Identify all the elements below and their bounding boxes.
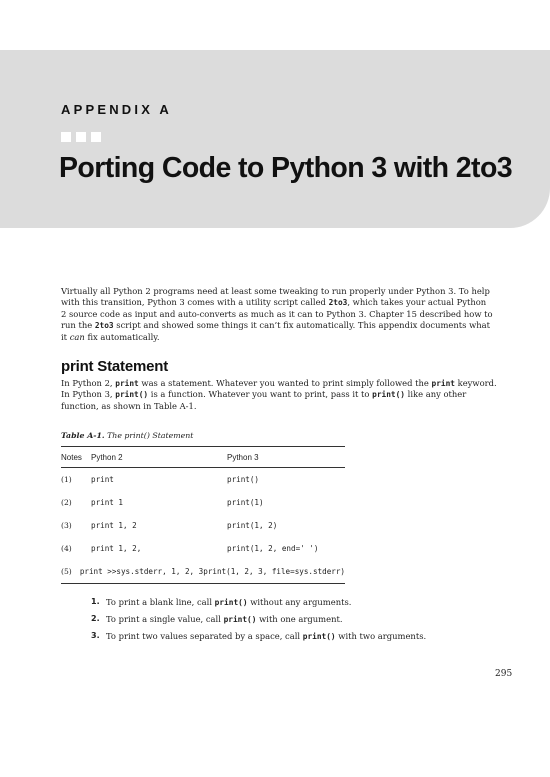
cell-python2: print 1, 2 (91, 521, 137, 530)
list-item (91, 614, 511, 631)
section-heading: print Statement (61, 358, 169, 375)
inline-code: print() (214, 598, 248, 607)
text-run: without any arguments. (247, 597, 352, 607)
note-text (106, 614, 343, 624)
text-run: In Python 2, (61, 378, 116, 388)
note-number: 2. (91, 614, 100, 623)
text-run: was a statement. Whatever you wanted to print simply followed the (138, 378, 432, 388)
inline-code: print() (115, 390, 149, 400)
text-run: To print a blank line, call (106, 597, 215, 607)
table-row (61, 537, 345, 560)
cell-python3: print() (227, 475, 260, 484)
page-number: 295 (495, 669, 513, 679)
text-run: Virtually all Python 2 programs need at least some tweaking to run properly under Python 3. To help with this transition, Python 3 comes with a utility script called (61, 286, 490, 308)
note-text (106, 597, 351, 607)
text-run: like any other function, as shown in Table A-1. (61, 389, 467, 411)
cell-python3: print(1, 2, end=' ') (227, 544, 319, 553)
text-run: script and showed some things it can’t fix automatically. This appendix documents what it (61, 320, 491, 342)
text-run: To print a single value, call (106, 614, 224, 624)
table-header-row (61, 447, 345, 467)
cell-python3: print(1) (227, 498, 264, 507)
cell-python3: print(1, 2) (227, 521, 278, 530)
cell-python2: print 1 (91, 498, 124, 507)
table-row (61, 468, 345, 491)
note-text (106, 631, 426, 641)
cell-python2: print >>sys.stderr, 1, 2, 3 (79, 567, 204, 576)
text-run: fix automatically. (84, 331, 160, 342)
square-mark (76, 132, 86, 142)
inline-code: 2to3 (328, 298, 348, 308)
list-item (91, 597, 511, 614)
section-paragraph (61, 378, 501, 412)
cell-note: (2) (61, 498, 72, 507)
cell-note: (4) (61, 544, 72, 553)
header-python2: Python 2 (91, 452, 123, 462)
decorative-squares (61, 132, 101, 142)
appendix-label: APPENDIX A (61, 102, 172, 117)
table-caption (61, 431, 193, 440)
chapter-title: Porting Code to Python 3 with 2to3 (59, 152, 513, 184)
list-item (91, 631, 511, 648)
text-run: , which takes your actual Python 2 source code as input and auto-converts as much as it can to Python 3. Chapter 15 described how to run the (61, 297, 493, 331)
table-row (61, 491, 345, 514)
header-python3: Python 3 (227, 452, 259, 462)
cell-note: (1) (61, 475, 72, 484)
inline-code: print() (223, 615, 257, 624)
cell-note: (5) (61, 567, 72, 576)
caption-text: The print() Statement (104, 431, 194, 440)
text-run: with one argument. (256, 614, 343, 624)
table-rule-bottom (61, 583, 345, 584)
text-run: keyword. In Python 3, (61, 378, 497, 400)
print-table (61, 446, 345, 584)
cell-python2: print 1, 2, (91, 544, 142, 553)
cell-python2: print (91, 475, 114, 484)
note-number: 3. (91, 631, 100, 640)
note-number: 1. (91, 597, 100, 606)
inline-code: print (431, 379, 455, 388)
caption-label: Table A-1. (61, 431, 105, 440)
table-row (61, 560, 345, 583)
inline-code: print() (372, 390, 405, 400)
text-run: is a function. Whatever you want to print, pass it to (148, 389, 373, 400)
notes-list (91, 597, 511, 648)
cell-note: (3) (61, 521, 72, 530)
header-notes: Notes (61, 452, 82, 462)
cell-python3: print(1, 2, 3, file=sys.stderr) (203, 567, 345, 576)
square-mark (91, 132, 101, 142)
intro-paragraph (61, 286, 493, 343)
text-run: with two arguments. (335, 631, 427, 641)
emphasis: can (69, 331, 85, 342)
inline-code: print() (302, 632, 336, 641)
text-run: To print two values separated by a space, call (106, 631, 303, 641)
inline-code: print (115, 379, 139, 388)
table-row (61, 514, 345, 537)
square-mark (61, 132, 71, 142)
inline-code: 2to3 (94, 321, 114, 331)
